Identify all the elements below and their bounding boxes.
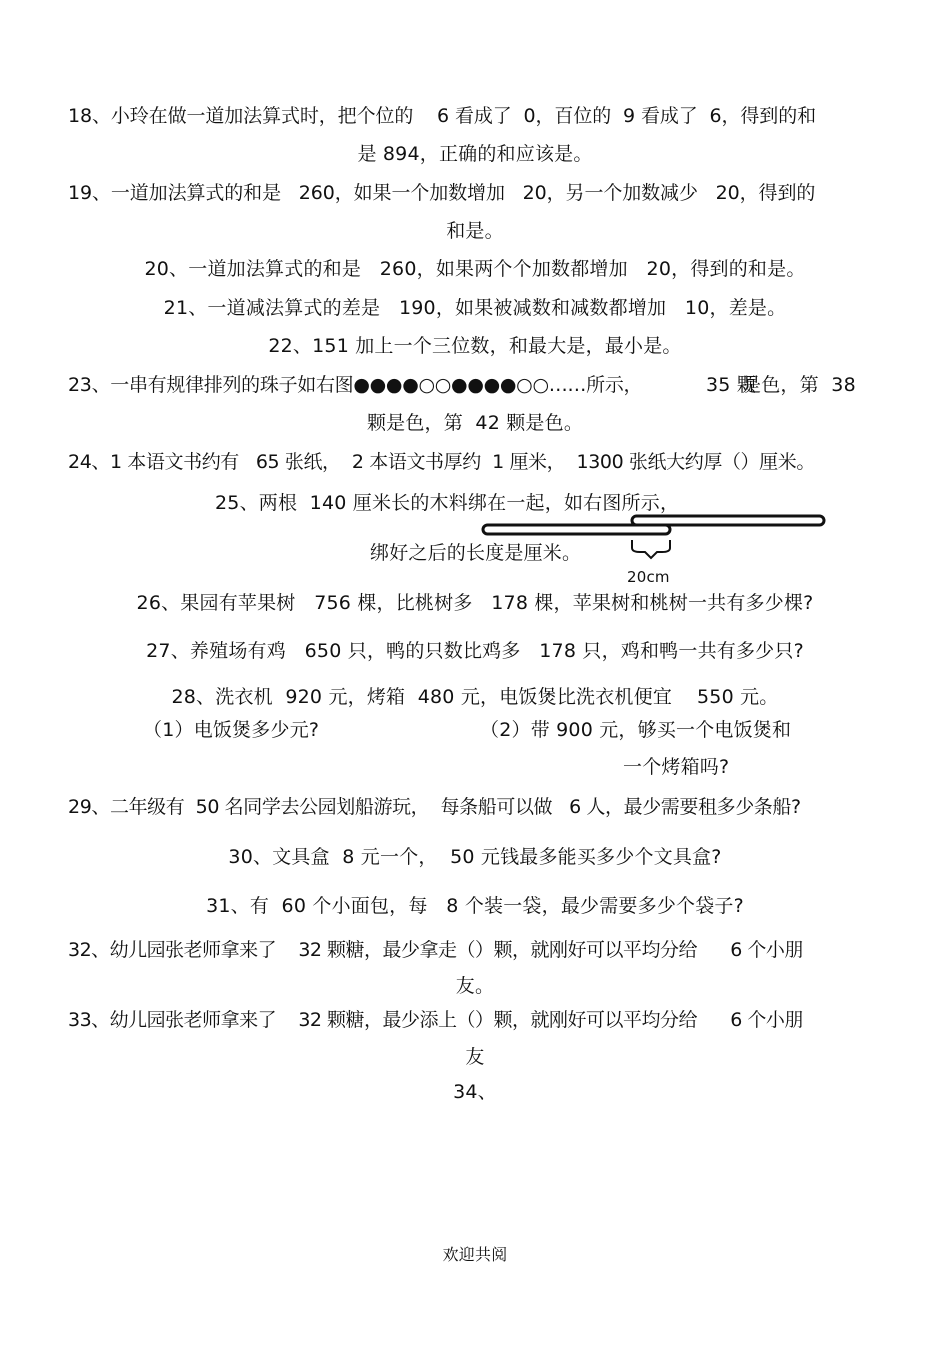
question-23-line-1: 23、一串有规律排列的珠子如右图●●●●○○●●●●○○……所示，	[68, 374, 643, 396]
question-32-line-2: 友。	[455, 975, 495, 997]
question-26: 26、果园有苹果树 756 棵，比桃树多 178 棵，苹果树和桃树一共有多少棵?	[136, 592, 814, 614]
question-28-part-2-line-1: （2）带 900 元，够买一个电饭煲和	[480, 719, 792, 741]
figure-20cm-label: 20cm	[627, 568, 670, 586]
question-29: 29、二年级有 50 名同学去公园划船游玩， 每条船可以做 6 人，最少需要租多少条船?	[68, 796, 801, 818]
question-32-line-1: 32、幼儿园张老师拿来了 32 颗糖，最少拿走（）颗，就刚好可以平均分给 6 个小朋	[68, 939, 803, 961]
question-33-line-1: 33、幼儿园张老师拿来了 32 颗糖，最少添上（）颗，就刚好可以平均分给 6 个小朋	[68, 1009, 803, 1031]
question-33-line-2: 友	[465, 1046, 485, 1068]
question-22: 22、151 加上一个三位数，和最大是，最小是。	[268, 335, 682, 357]
question-31: 31、有 60 个小面包，每 8 个装一袋，最少需要多少个袋子?	[206, 895, 744, 917]
question-19-line-2: 和是。	[446, 220, 504, 242]
question-23-line-1-end: 是色，第 38	[742, 374, 856, 396]
question-28-part-1: （1）电饭煲多少元?	[143, 719, 320, 741]
question-21: 21、一道减法算式的差是 190，如果被减数和减数都增加 10，差是。	[163, 297, 787, 319]
question-19-line-1: 19、一道加法算式的和是 260，如果一个加数增加 20，另一个加数减少 20，得到的	[68, 182, 816, 204]
question-18-line-1: 18、小玲在做一道加法算式时，把个位的 6 看成了 0，百位的 9 看成了 6，得到的和	[68, 105, 817, 127]
question-28-part-2-line-2: 一个烤箱吗?	[623, 756, 730, 778]
question-27: 27、养殖场有鸡 650 只，鸭的只数比鸡多 178 只，鸡和鸭一共有多少只?	[146, 640, 804, 662]
question-30: 30、文具盒 8 元一个， 50 元钱最多能买多少个文具盒?	[228, 846, 722, 868]
question-25-line-1: 25、两根 140 厘米长的木料绑在一起，如右图所示，	[215, 492, 680, 514]
page-footer: 欢迎共阅	[442, 1245, 508, 1264]
question-23-overlap-text: 35 颗	[706, 374, 757, 396]
question-23-line-2: 颗是色，第 42 颗是色。	[366, 412, 584, 434]
question-18-line-2: 是 894，正确的和应该是。	[357, 143, 593, 165]
question-25-line-2: 绑好之后的长度是厘米。	[370, 542, 582, 564]
question-28: 28、洗衣机 920 元，烤箱 480 元，电饭煲比洗衣机便宜 550 元。	[171, 686, 779, 708]
question-20: 20、一道加法算式的和是 260，如果两个个加数都增加 20，得到的和是。	[144, 258, 806, 280]
question-24: 24、1 本语文书约有 65 张纸， 2 本语文书厚约 1 厘米， 1300 张纸大约厚（）厘米。	[68, 451, 815, 473]
question-34: 34、	[453, 1081, 497, 1103]
